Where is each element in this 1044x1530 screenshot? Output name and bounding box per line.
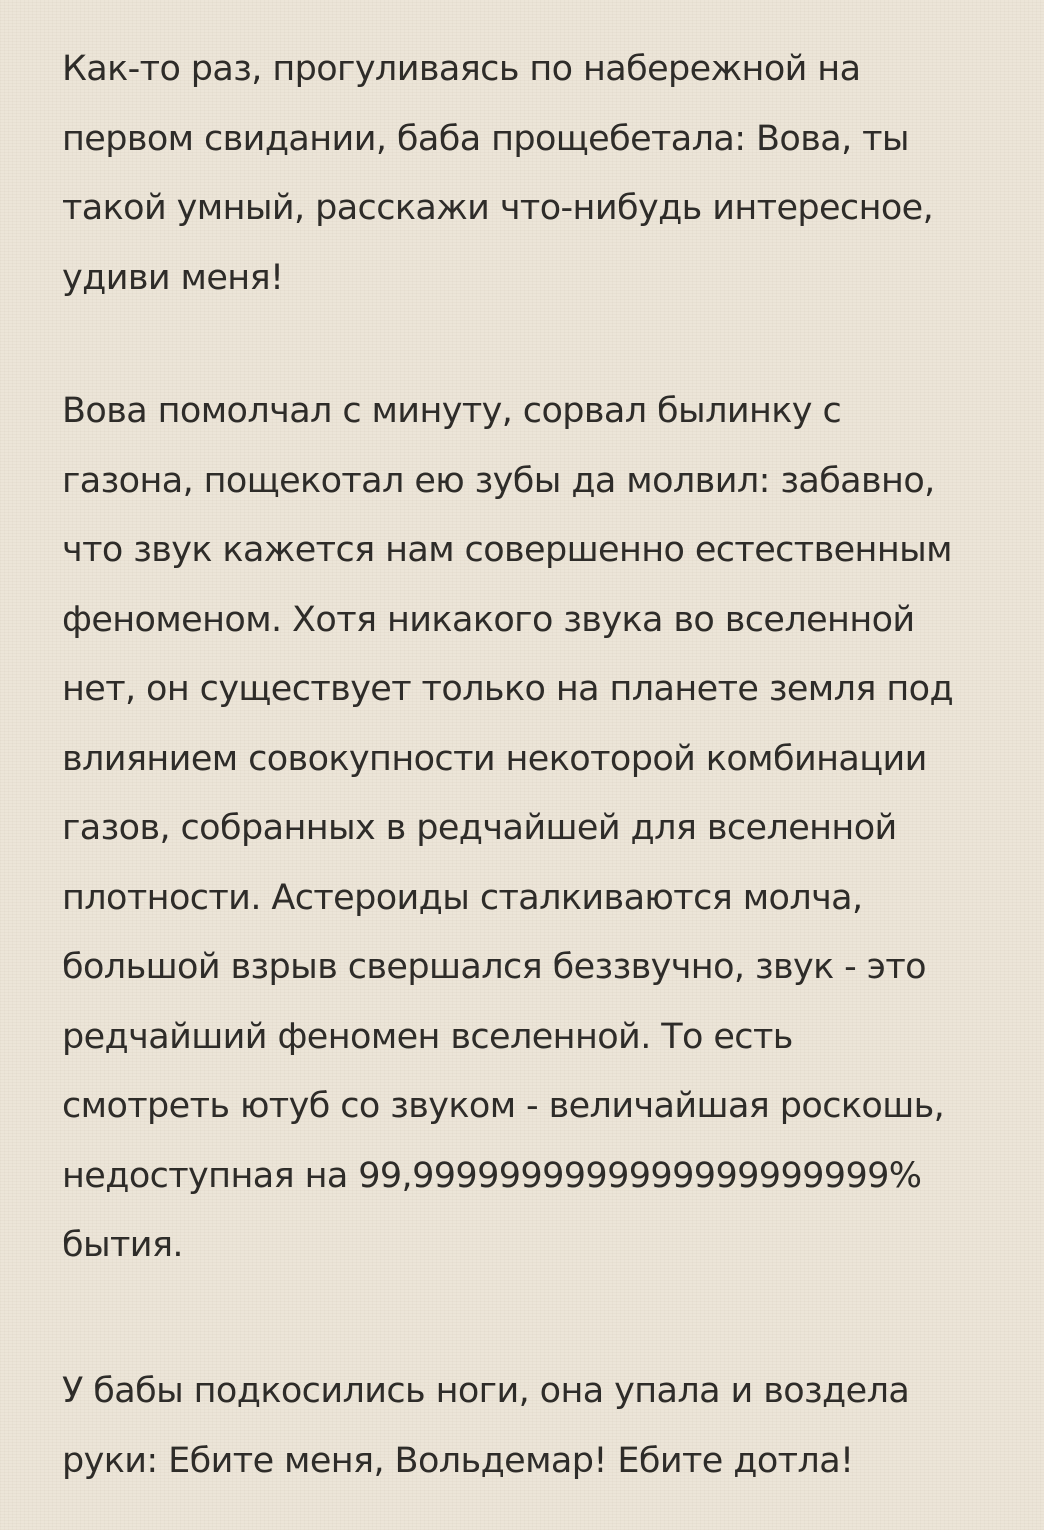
paragraph-intro <box>62 35 1022 313</box>
text-line: феноменом. Хотя никакого звука во вселенной <box>62 599 915 640</box>
text-line: плотности. Астероиды сталкиваются молча, <box>62 877 863 918</box>
text-line: бытия. <box>62 1225 183 1265</box>
text-line: газона, пощекотал ею зубы да молвил: забавно, <box>62 460 935 501</box>
paragraph-ending <box>62 1357 1022 1496</box>
text-line: нет, он существует только на планете земля под <box>62 669 954 709</box>
text-line: недоступная на 99,9999999999999999999999% <box>62 1155 922 1196</box>
text-line: влиянием совокупности некоторой комбинации <box>62 738 927 779</box>
text-line: удиви меня! <box>62 257 284 298</box>
text-line: руки: Ебите меня, Вольдемар! Ебите дотла! <box>62 1440 854 1481</box>
paragraph-monologue <box>62 377 1022 1281</box>
text-line: первом свидании, баба прощебетала: Вова, ты <box>62 118 909 159</box>
text-line: такой умный, расскажи что-нибудь интересное, <box>62 188 934 228</box>
text-line: газов, собранных в редчайшей для вселенной <box>62 808 897 848</box>
text-line: большой взрыв свершался беззвучно, звук - это <box>62 947 926 987</box>
text-line: У бабы подкосились ноги, она упала и воздела <box>62 1371 910 1411</box>
text-line: что звук кажется нам совершенно естественным <box>62 530 952 570</box>
text-line: смотреть ютуб со звуком - величайшая роскошь, <box>62 1086 945 1126</box>
text-line: Как-то раз, прогуливаясь по набережной на <box>62 49 861 89</box>
text-line: редчайший феномен вселенной. То есть <box>62 1016 793 1057</box>
text-line: Вова помолчал с минуту, сорвал былинку с <box>62 391 842 431</box>
